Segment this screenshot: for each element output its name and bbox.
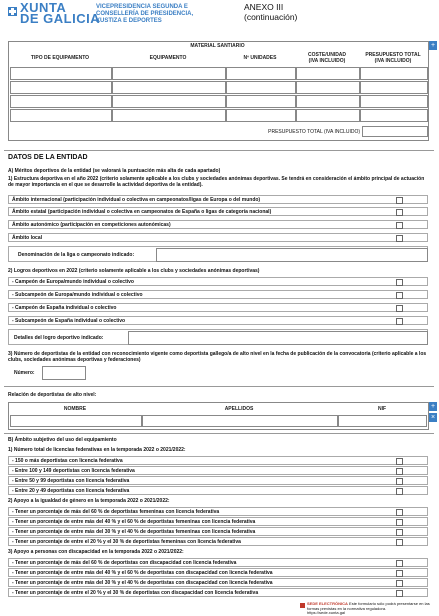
scope-q1: 1) Número total de licencias federativas en la temporada 2022 o 2021/2022: bbox=[8, 447, 186, 453]
option-european-champion[interactable]: - Campeón de Europa/mundo individual o colectivo bbox=[8, 277, 428, 286]
material-cell-input[interactable] bbox=[10, 81, 112, 94]
achievement-input[interactable] bbox=[128, 331, 428, 345]
gender-20[interactable]: - Tener un porcentaje de entre el 20 % y el 30 % de deportistas femeninas con licencia federativa bbox=[8, 537, 428, 546]
material-cell-input[interactable] bbox=[360, 95, 428, 108]
material-title: MATERIAL SANTIARIO bbox=[190, 43, 245, 49]
checkbox[interactable] bbox=[396, 279, 403, 286]
checkbox[interactable] bbox=[396, 318, 403, 325]
checkbox[interactable] bbox=[396, 478, 403, 485]
material-cell-input[interactable] bbox=[296, 67, 360, 80]
material-cell-input[interactable] bbox=[296, 95, 360, 108]
material-cell-input[interactable] bbox=[10, 67, 112, 80]
checkbox[interactable] bbox=[396, 197, 403, 204]
material-cell-input[interactable] bbox=[112, 109, 226, 122]
checkbox[interactable] bbox=[396, 560, 403, 567]
brand-title: XUNTA DE GALICIA bbox=[20, 0, 101, 26]
option-local[interactable]: Ámbito local bbox=[8, 233, 428, 242]
col-apellidos: APELLIDOS bbox=[224, 406, 254, 412]
checkbox[interactable] bbox=[396, 222, 403, 229]
agency-name: VICEPRESIDENCIA SEGUNDA E CONSELLERÍA DE PRESIDENCIA, XUSTIZA E DEPORTES bbox=[96, 4, 194, 24]
league-label: Denominación de la liga o campeonato indicado: bbox=[18, 252, 135, 258]
material-cell-input[interactable] bbox=[296, 81, 360, 94]
q2-achievements: 2) Logros deportivos en 2022 (criterio solamente aplicable a los clubs y sociedades anónimas deportivas) bbox=[8, 268, 260, 274]
gender-60[interactable]: - Tener un porcentaje de más del 60 % de deportistas femeninas con licencia federativa bbox=[8, 507, 428, 516]
material-cell-input[interactable] bbox=[360, 67, 428, 80]
athlete-name-input[interactable] bbox=[10, 415, 142, 427]
divider-2 bbox=[4, 386, 434, 387]
disability-20[interactable]: - Tener un porcentaje de entre el 20 % y el 30 % de deportistas con discapacidad con licencia federativa bbox=[8, 588, 428, 597]
material-cell-input[interactable] bbox=[296, 109, 360, 122]
material-cell-input[interactable] bbox=[360, 81, 428, 94]
number-label: Número: bbox=[14, 370, 35, 376]
checkbox[interactable] bbox=[396, 529, 403, 536]
material-cell-input[interactable] bbox=[112, 95, 226, 108]
divider bbox=[4, 150, 434, 151]
disability-60[interactable]: - Tener un porcentaje de más del 60 % de deportistas con discapacidad con licencia federativa bbox=[8, 558, 428, 567]
option-statal[interactable]: Ámbito estatal (participación individual o colectiva en campeonatos de España o ligas de categoría nacional) bbox=[8, 207, 428, 216]
checkbox[interactable] bbox=[396, 458, 403, 465]
option-european-runnerup[interactable]: - Subcampeón de Europa/mundo individual o colectivo bbox=[8, 290, 428, 299]
material-cell-input[interactable] bbox=[226, 95, 296, 108]
licence-50[interactable]: - Entre 50 y 99 deportistas con licencia federativa bbox=[8, 476, 428, 485]
checkbox[interactable] bbox=[396, 590, 403, 597]
checkbox[interactable] bbox=[396, 570, 403, 577]
col-nombre: NOMBRE bbox=[63, 406, 87, 412]
material-cell-input[interactable] bbox=[112, 81, 226, 94]
total-input[interactable] bbox=[362, 126, 428, 137]
col-tipo: TIPO DE EQUIPAMENTO bbox=[30, 55, 90, 61]
scope-q2: 2) Apoyo a la igualdad de género en la temporada 2022 o 2021/2022: bbox=[8, 498, 170, 504]
material-cell-input[interactable] bbox=[10, 95, 112, 108]
licence-20[interactable]: - Entre 20 y 49 deportistas con licencia federativa bbox=[8, 486, 428, 495]
disability-30[interactable]: - Tener un porcentaje de entre más del 30 % y el 40 % de deportistas con discapacidad con licencia federativa bbox=[8, 578, 428, 587]
checkbox[interactable] bbox=[396, 509, 403, 516]
remove-row-athlete-button[interactable]: × bbox=[430, 414, 436, 421]
material-cell-input[interactable] bbox=[226, 81, 296, 94]
entity-title: DATOS DE LA ENTIDAD bbox=[8, 154, 88, 161]
scope-title: B) Ámbito subjetivo del uso del equipamiento bbox=[8, 437, 117, 443]
col-presupuesto: PRESUPUESTO TOTAL (IVA INCLUIDO) bbox=[365, 52, 421, 64]
material-cell-input[interactable] bbox=[360, 109, 428, 122]
col-unidades: Nº UNIDADES bbox=[243, 55, 277, 61]
col-equipamiento: EQUIPAMENTO bbox=[149, 55, 187, 61]
material-cell-input[interactable] bbox=[112, 67, 226, 80]
scope-q3: 3) Apoyo a personas con discapacidad en la temporada 2022 o 2021/2022: bbox=[8, 549, 184, 555]
checkbox[interactable] bbox=[396, 468, 403, 475]
checkbox[interactable] bbox=[396, 209, 403, 216]
material-cell-input[interactable] bbox=[226, 67, 296, 80]
athlete-nif-input[interactable] bbox=[338, 415, 427, 427]
number-input[interactable] bbox=[42, 366, 86, 380]
checkbox[interactable] bbox=[396, 539, 403, 546]
athletes-title: Relación de deportistas de alto nivel: bbox=[8, 392, 97, 398]
checkbox[interactable] bbox=[396, 580, 403, 587]
total-label: PRESUPUESTO TOTAL (IVA INCLUIDO) bbox=[268, 129, 360, 135]
athlete-surname-input[interactable] bbox=[142, 415, 338, 427]
disability-40[interactable]: - Tener un porcentaje de entre más del 40 % y el 60 % de deportistas con discapacidad con licencia federativa bbox=[8, 568, 428, 577]
checkbox[interactable] bbox=[396, 519, 403, 526]
checkbox[interactable] bbox=[396, 305, 403, 312]
add-row-athlete-button[interactable]: + bbox=[430, 403, 436, 410]
divider-3 bbox=[4, 433, 434, 434]
q3-high-level: 3) Número de deportistas de la entidad con reconocimiento vigente como deportista gallego/a de alto nivel en la fecha de publicación de la convocatoria (criterio aplicable a los clubs, sociedades anónimas deportivas y federaciones) bbox=[8, 351, 427, 363]
option-international[interactable]: Ámbito internacional (participación individual o colectiva en campeonatos/ligas de Europa o del mundo) bbox=[8, 195, 428, 204]
col-nif: NIF bbox=[377, 406, 387, 412]
material-cell-input[interactable] bbox=[10, 109, 112, 122]
achievement-label: Detalles del logro deportivo indicado: bbox=[14, 335, 104, 341]
checkbox[interactable] bbox=[396, 488, 403, 495]
option-autonomic[interactable]: Ámbito autonómico (participación en competiciones autonómicas) bbox=[8, 220, 428, 229]
gender-30[interactable]: - Tener un porcentaje de entre más del 30 % y el 40 % de deportistas femeninas con licencia federativa bbox=[8, 527, 428, 536]
gender-40[interactable]: - Tener un porcentaje de entre más del 40 % y el 60 % de deportistas femeninas con licencia federativa bbox=[8, 517, 428, 526]
material-cell-input[interactable] bbox=[226, 109, 296, 122]
checkbox[interactable] bbox=[396, 235, 403, 242]
option-spain-champion[interactable]: - Campeón de España individual o colectivo bbox=[8, 303, 428, 312]
q1-structure: 1) Estructura deportiva en el año 2022 (criterio solamente aplicable a los clubs y sociedades anónimas deportivas. Se tendrá en consideración el ámbito principal de actuación de mayor importancia en el que se desarrolle la actividad deportiva de la entidad). bbox=[8, 176, 425, 188]
option-spain-runnerup[interactable]: - Subcampeón de España individual o colectivo bbox=[8, 316, 428, 325]
col-coste: COSTE/UNIDAD (IVA INCLUIDO) bbox=[307, 52, 347, 64]
footer-note: SEDE ELECTRÓNICA Este formulario sólo podrá presentarse en las formas previstas en la normativa reguladora. https://sede.xunta.gal bbox=[307, 601, 430, 615]
licence-100[interactable]: - Entre 100 y 149 deportistas con licencia federativa bbox=[8, 466, 428, 475]
licence-150[interactable]: - 150 o más deportistas con licencia federativa bbox=[8, 456, 428, 465]
league-input[interactable] bbox=[156, 248, 428, 262]
checkbox[interactable] bbox=[396, 292, 403, 299]
xunta-logo-icon bbox=[8, 3, 17, 12]
merits-title: A) Méritos deportivos de la entidad (se valorará la puntuación más alta de cada apartado) bbox=[8, 168, 221, 174]
add-row-material-button[interactable]: + bbox=[430, 42, 436, 49]
sede-icon bbox=[300, 603, 305, 608]
annex-title: ANEXO III (continuación) bbox=[244, 2, 298, 22]
